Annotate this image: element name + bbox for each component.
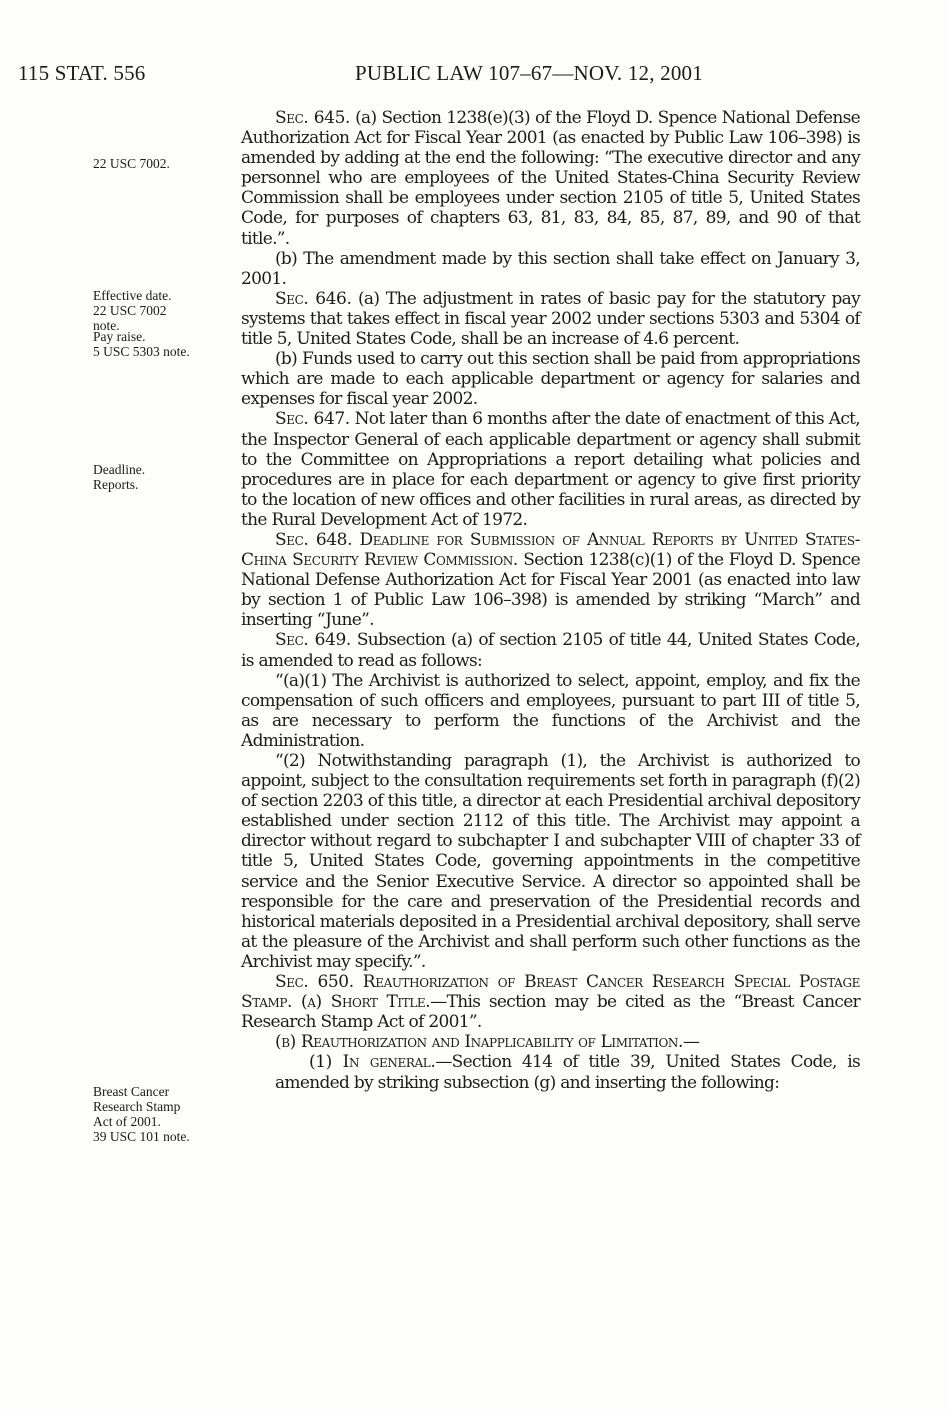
section-650-b: (b) Reauthorization and Inapplicability of Limitation.— [275, 1032, 700, 1053]
margin-note-deadline-reports: Deadline. Reports. [93, 462, 146, 492]
section-646-b: (b) Funds used to carry out this section shall be paid from appropriations which are made to each applicable department or agency for salaries and expenses for fiscal year 2002. [241, 349, 860, 410]
main-text-column [241, 108, 860, 1093]
paragraph-heading: (1) In general. [309, 1052, 436, 1073]
margin-note-22-usc-7002: 22 USC 7002. [93, 156, 170, 171]
section-647: Sec. 647. Not later than 6 months after the date of enactment of this Act, the Inspector General of each applicable department or agency shall submit to the Committee on Appropriations a report detailing what policies and procedures are in place for each department or agency to give first priority to the location of new offices and other facilities in rural areas, as directed by the Rural Development Act of 1972. [241, 409, 861, 530]
subsection-heading: (a) Short Title. [292, 992, 431, 1013]
margin-note-pay-raise: Pay raise. 5 USC 5303 note. [93, 329, 190, 359]
section-648: Sec. 648. Deadline for Submission of Annual Reports by United States-China Security Review Commission. Section 1238(c)(1) of the Floyd D. Spence National Defense Authorization Act for Fiscal Year 2001 (as enacted into law by section 1 of Public Law 106–398) is amended by striking “March” and inserting “June”. [241, 529, 860, 631]
section-heading: Reauthorization of Breast Cancer Research Special Postage Stamp. [241, 972, 860, 1013]
section-650-b-1: (1) In general.—Section 414 of title 39, United States Code, is amended by striking subsection (g) and inserting the following: [275, 1052, 860, 1093]
section-label: Sec. 645. [275, 108, 351, 128]
public-law-header: PUBLIC LAW 107–67—NOV. 12, 2001 [355, 61, 703, 85]
margin-note-breast-cancer-stamp-act: Breast Cancer Research Stamp Act of 2001. 39 USC 101 note. [93, 1084, 190, 1144]
section-label: Sec. 648. [275, 529, 353, 550]
section-645-a: Sec. 645. (a) Section 1238(e)(3) of the Floyd D. Spence National Defense Authorization Act for Fiscal Year 2001 (as enacted by Public Law 106–398) is amended by adding at the end the following: “The executive director and any personnel who are employees of the United States-China Security Review Commission shall be employees under section 2105 of title 5, United States Code, for purposes of chapters 63, 81, 83, 84, 85, 87, 89, and 90 of that title.”. [241, 108, 860, 249]
section-label: Sec. 646. [275, 288, 352, 309]
section-650: Sec. 650. Reauthorization of Breast Cancer Research Special Postage Stamp. (a) Short Title.—This section may be cited as the “Breast Cancer Research Stamp Act of 2001”. [241, 972, 860, 1033]
section-heading: Deadline for Submission of Annual Reports by United States-China Security Review Commission. [241, 529, 860, 571]
section-label: Sec. 647. [275, 409, 350, 430]
section-label: Sec. 649. [275, 630, 351, 651]
statute-page-reference: 115 STAT. 556 [18, 61, 146, 85]
subsection-heading: (b) Reauthorization and Inapplicability of Limitation. [275, 1032, 683, 1053]
section-649-quoted-a1: “(a)(1) The Archivist is authorized to select, appoint, employ, and fix the compensation of such officers and employees, pursuant to part III of title 5, as are necessary to perform the functions of the Archivist and the Administration. [241, 670, 860, 751]
section-645-b: (b) The amendment made by this section shall take effect on January 3, 2001. [241, 248, 860, 289]
section-649-quoted-2: “(2) Notwithstanding paragraph (1), the Archivist is authorized to appoint, subject to the consultation requirements set forth in paragraph (f)(2) of section 2203 of this title, a director at each Presidential archival depository established under section 2112 of this title. The Archivist may appoint a director without regard to subchapter I and subchapter VIII of chapter 33 of title 5, United States Code, governing appointments in the competitive service and the Senior Executive Service. A director so appointed shall be responsible for the care and preservation of the Presidential records and historical materials deposited in a Presidential archival depository, shall serve at the pleasure of the Archivist and shall perform such other functions as the Archivist may specify.”. [241, 751, 860, 972]
section-649: Sec. 649. Subsection (a) of section 2105 of title 44, United States Code, is amended to read as follows: [241, 630, 860, 671]
margin-note-effective-date: Effective date. 22 USC 7002 note. [93, 288, 172, 333]
section-646-a: Sec. 646. (a) The adjustment in rates of basic pay for the statutory pay systems that takes effect in fiscal year 2002 under sections 5303 and 5304 of title 5, United States Code, shall be an increase of 4.6 percent. [241, 288, 860, 350]
section-label: Sec. 650. [275, 972, 354, 993]
